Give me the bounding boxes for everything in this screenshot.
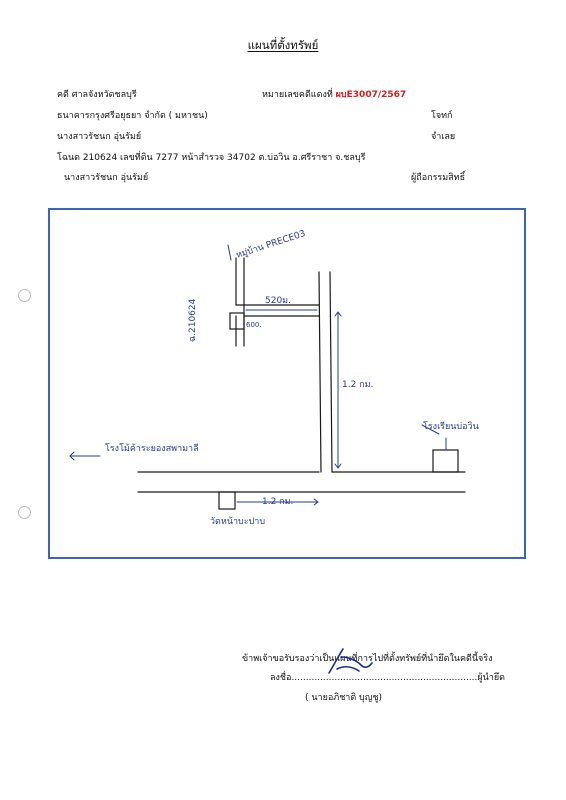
distance-right-label: 1.2 กม. xyxy=(342,380,374,390)
owner-role: ผู้ถือกรรมสิทธิ์ xyxy=(411,173,466,183)
defendant-role: จำเลย xyxy=(431,132,456,142)
hand-drawn-map xyxy=(50,210,524,557)
case-number: ผบE3007/2567 xyxy=(335,90,407,100)
signature-line xyxy=(270,670,505,684)
punch-hole-top xyxy=(18,289,31,302)
location-map xyxy=(48,208,526,559)
school-label: โรงเรียนบ่อวิน xyxy=(423,422,479,432)
punch-hole-bottom xyxy=(18,506,31,519)
temple-label: วัดหน้าบะปาบ xyxy=(210,517,266,527)
factory-label: โรงโม้ค้าระยองสพามาลี xyxy=(105,444,199,454)
plaintiff-name: ธนาคารกรุงศรีอยุธยา จำกัด ( มหาชน) xyxy=(57,111,208,121)
owner-name: นางสาวรัชนก อุ่นรัมย์ xyxy=(64,173,149,183)
court-line: คดี ศาลจังหวัดชลบุรี xyxy=(57,90,137,100)
case-label xyxy=(262,87,406,101)
parcel-label: ฉ.210624 xyxy=(188,298,198,342)
certification-statement: ข้าพเจ้าขอรับรองว่าเป็นแผนที่การไปที่ตั้งทรัพย์ที่นำยึดในคดีนี้จริง xyxy=(242,654,493,664)
deed-details: โฉนด 210624 เลขที่ดิน 7277 หน้าสำรวจ 34702 ต.บ่อวิน อ.ศรีราชา จ.ชลบุรี xyxy=(57,153,366,163)
temple-marker xyxy=(219,492,235,509)
property-plot xyxy=(230,313,244,329)
school-marker xyxy=(433,450,458,472)
plaintiff-role: โจทก์ xyxy=(431,111,453,121)
village-label: หมู่บ้าน PRECE03 xyxy=(234,228,307,261)
distance-top-label: 520ม. xyxy=(265,296,291,306)
main-road-right-edge xyxy=(330,272,332,472)
signer-name: ( นายอภิชาติ บุญชู) xyxy=(305,693,383,703)
sign-role: ผู้นำยึด xyxy=(477,673,506,683)
handwritten-signature xyxy=(325,645,375,680)
distance-bottom-label: 1.2 กม. xyxy=(262,497,294,507)
village-pointer xyxy=(228,245,231,260)
sign-dots-right: ...................................... xyxy=(368,673,478,683)
sign-prefix: ลงชื่อ xyxy=(270,673,292,683)
plot-label: 600. xyxy=(246,321,262,329)
page-title: แผนที่ตั้งทรัพย์ xyxy=(247,38,319,52)
defendant-name: นางสาวรัชนก อุ่นรัมย์ xyxy=(57,132,142,142)
sign-dots-left: ........................... xyxy=(291,673,369,683)
main-road-left-edge xyxy=(319,272,321,472)
case-number-label: หมายเลขคดีแดงที่ xyxy=(262,90,333,100)
